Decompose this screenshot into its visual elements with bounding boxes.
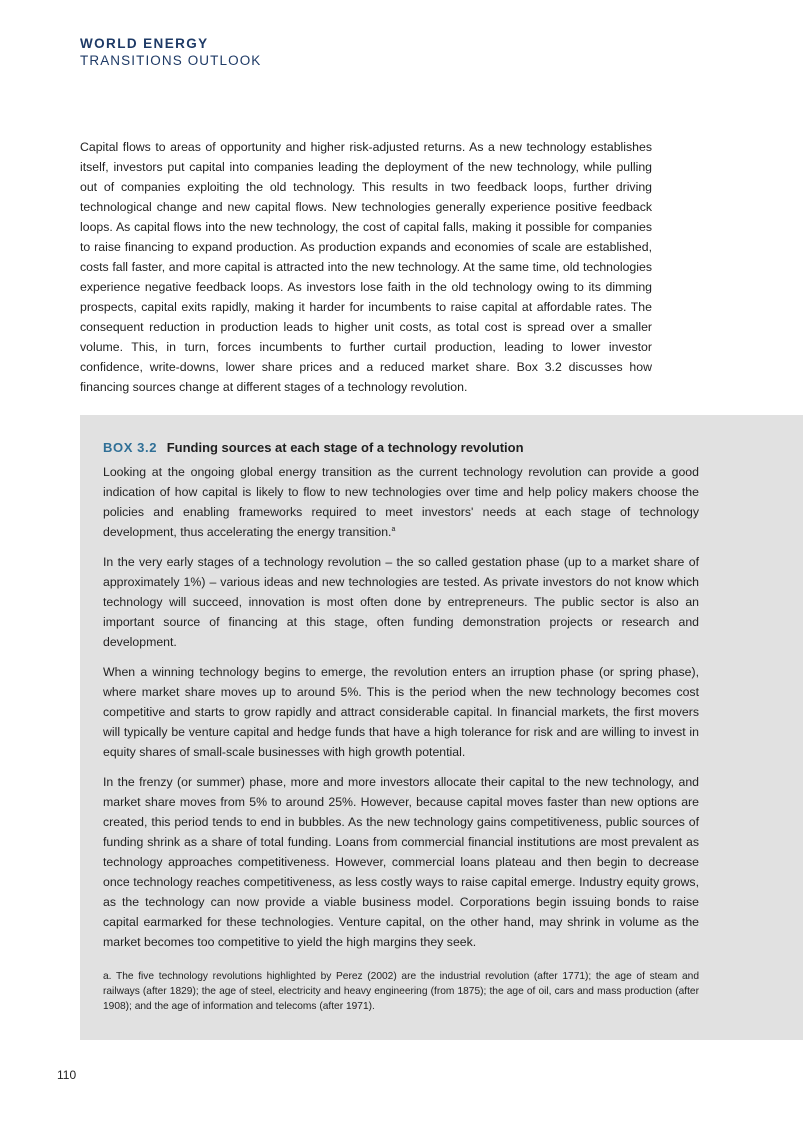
box-heading <box>103 439 699 457</box>
box-footnote: a. The five technology revolutions highlighted by Perez (2002) are the industrial revolution (after 1771); the age of steam and railways (after 1829); the age of steel, electricity and heavy engineering (from 1875); the age of oil, cars and mass production (after 1908); and the age of information and telecoms (after 1971). <box>103 971 699 1012</box>
box-3-2 <box>80 415 803 1040</box>
box-label: BOX 3.2 <box>103 440 158 455</box>
footnote-marker: a <box>391 525 396 533</box>
intro-paragraph: Capital flows to areas of opportunity and higher risk-adjusted returns. As a new technology establishes itself, investors put capital into companies leading the deployment of the new technology, while pulling out of companies exploiting the old technology. This results in two feedback loops, further driving technological change and new capital flows. New technologies generally experience positive feedback loops. As capital flows into the new technology, the cost of capital falls, making it possible for companies to raise financing to expand production. As production expands and economies of scale are established, costs fall faster, and more capital is attracted into the new technology. At the same time, old technologies experience negative feedback loops. As investors lose faith in the old technology owing to its dimming prospects, capital exits rapidly, making it harder for incumbents to raise capital at affordable rates. The consequent reduction in production leads to higher unit costs, as total cost is spread over a smaller volume. This, in turn, forces incumbents to further curtail production, leading to lower investor confidence, write-downs, lower share prices and a reduced market share. Box 3.2 discusses how financing sources change at different stages of a technology revolution. <box>80 140 652 394</box>
box-content <box>103 439 699 1014</box>
box-paragraph-2: In the very early stages of a technology revolution – the so called gestation phase (up to a market share of approximately 1%) – various ideas and new technologies are tested. As private investors do not know which technology will succeed, innovation is most often done by entrepreneurs. The public sector is also an important source of financing at this stage, often funding demonstration projects or research and development. <box>103 555 699 649</box>
report-title: WORLD ENERGY <box>80 36 209 51</box>
report-subtitle: TRANSITIONS OUTLOOK <box>80 53 262 68</box>
box-paragraph-3: When a winning technology begins to emerge, the revolution enters an irruption phase (or spring phase), where market share moves up to around 5%. This is the period when the new technology becomes cost competitive and starts to grow rapidly and attract considerable capital. In financial markets, the first movers will typically be venture capital and hedge funds that have a high tolerance for risk and are willing to invest in equity shares of small-scale businesses with high growth potential. <box>103 665 699 759</box>
box-title: Funding sources at each stage of a technology revolution <box>166 440 524 455</box>
page-number: 110 <box>57 1068 77 1082</box>
box-paragraph-text: Looking at the ongoing global energy transition as the current technology revolution can provide a good indication of how capital is likely to flow to new technologies over time and help policy makers choose the policies and enabling frameworks required to meet investors' needs at each stage of technology development, thus accelerating the energy transition. <box>103 465 699 539</box>
running-header <box>80 36 261 69</box>
box-paragraph-1 <box>103 462 699 542</box>
box-paragraph-4: In the frenzy (or summer) phase, more and more investors allocate their capital to the new technology, and market share moves from 5% to around 25%. However, because capital moves faster than new options are created, this period tends to end in bubbles. As the new technology gains competitiveness, public sources of funding shrink as a share of total funding. Loans from commercial financial institutions are most prevalent as technology approaches competitiveness. However, commercial loans plateau and then begin to decrease once technology reaches competitiveness, as less costly ways to raise capital emerge. Industry equity grows, as the technology can now provide a viable business model. Corporations begin issuing bonds to raise capital earmarked for these technologies. Venture capital, on the other hand, may shrink in volume as the market becomes too competitive to yield the high margins they seek. <box>103 775 699 949</box>
